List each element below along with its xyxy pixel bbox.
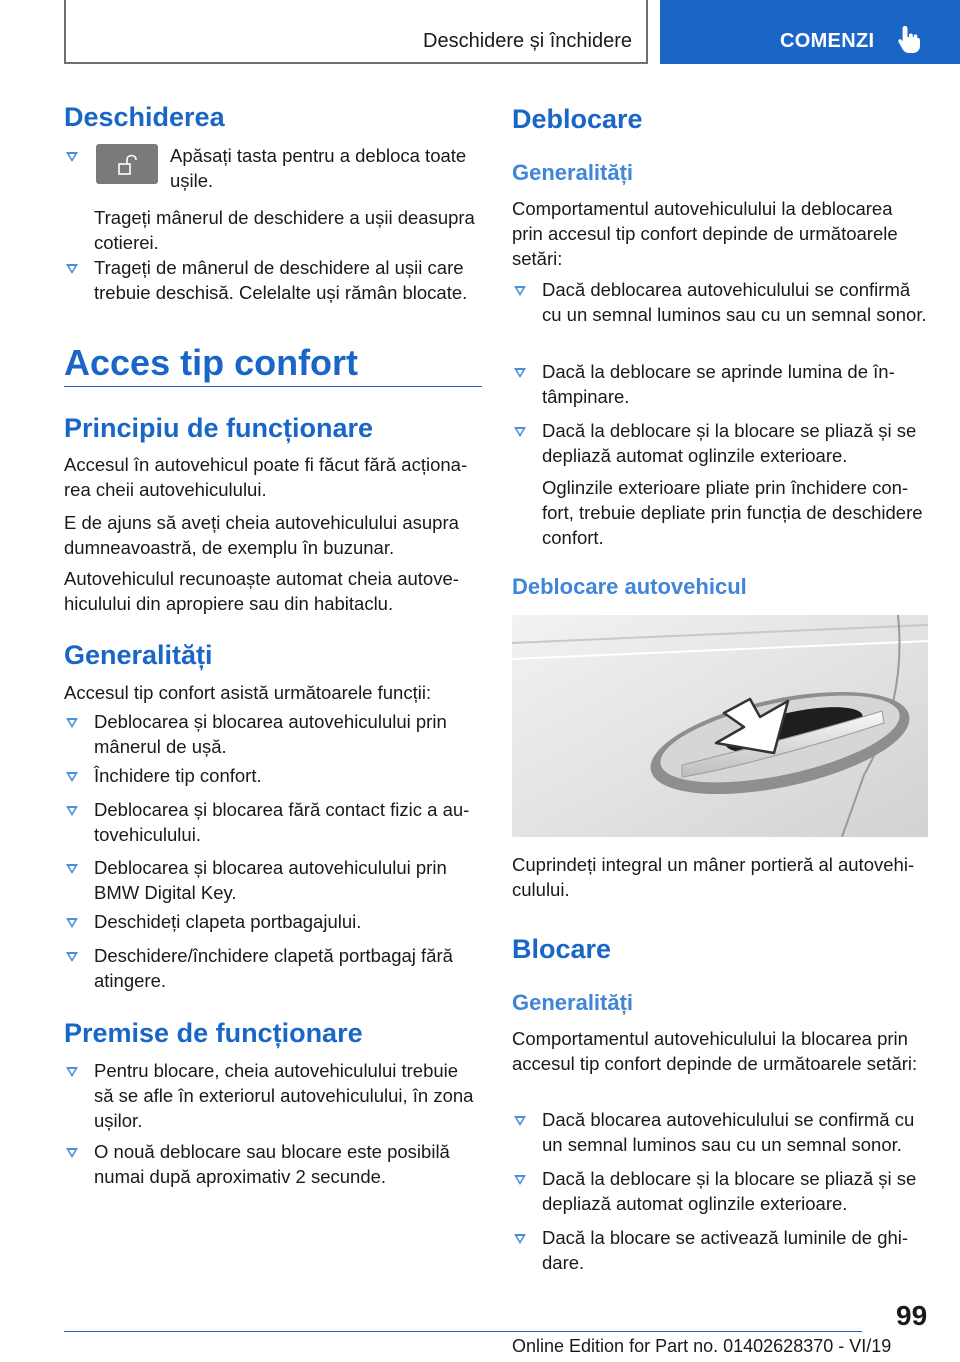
list-item: Deblocarea și blocarea autovehiculului prin mânerul de ușă. [94,711,447,757]
footer-edition: Online Edition for Part no. 01402628370 - VI/19 [512,1336,892,1356]
bullet-triangle-icon [66,264,78,274]
bullet-triangle-icon [66,918,78,928]
list-item: Dacă la blocare se activează luminile de ghidare. [542,1227,909,1273]
list-item: Deschidere/închidere clapetă portbagaj fără atingere. [94,945,453,991]
bullet-triangle-icon [66,864,78,874]
footer-divider [64,1331,862,1332]
paragraph: Accesul în autovehicul poate fi făcut fără acționarea cheii autovehiculului. [64,454,468,500]
pointing-hand-icon [896,24,922,54]
subheading-deblocare-autovehicul: Deblocare autovehicul [512,574,747,599]
list-item: Deschideți clapeta portbagajului. [94,911,362,932]
paragraph: Oglinzile exterioare pliate prin închidere confort, trebuie depliate prin funcția de deschidere confort. [542,477,923,548]
paragraph: Comportamentul autovehiculului la blocarea prin accesul tip confort depinde de următoarele setări: [512,1028,918,1074]
bullet-triangle-icon [66,952,78,962]
subheading-generalitati: Generalități [512,160,634,185]
list-item: Apăsați tasta pentru a debloca toate ușile. [170,145,467,191]
list-item: Dacă la deblocare și la blocare se pliază și se depliază automat oglinzile exterioare. [542,1168,917,1214]
list-item: Pentru blocare, cheia autovehiculului trebuie să se afle în exteriorul autovehiculului, în zona ușilor. [94,1060,474,1131]
bullet-triangle-icon [514,286,526,296]
heading-principiu: Principiu de funcționare [64,413,374,443]
bullet-triangle-icon [514,427,526,437]
header-section-title: Deschidere și închidere [423,30,632,52]
paragraph: Accesul tip confort asistă următoarele funcții: [64,682,432,703]
list-item: Dacă la deblocare și la blocare se pliază și se depliază automat oglinzile exterioare. [542,420,917,466]
bullet-triangle-icon [66,1148,78,1158]
list-item: Deblocarea și blocarea autovehiculului prin BMW Digital Key. [94,857,447,903]
bullet-triangle-icon [66,772,78,782]
heading-blocare: Blocare [512,934,612,964]
bullet-triangle-icon [66,718,78,728]
paragraph: Autovehiculul recunoaște automat cheia autovehiculului din apropiere sau din habitaclu. [64,568,459,614]
list-item: Deblocarea și blocarea fără contact fizic a autovehiculului. [94,799,470,845]
header-chapter-title: COMENZI [780,30,875,52]
bullet-triangle-icon [66,152,78,162]
heading-generalitati: Generalități [64,640,213,670]
header-chapter-tab[interactable] [660,0,960,64]
list-item: Dacă la deblocare se aprinde lumina de întâmpinare. [542,361,895,407]
list-item: Închidere tip confort. [94,765,262,786]
page-number: 99 [896,1300,928,1331]
paragraph: Comportamentul autovehiculului la deblocarea prin accesul tip confort depinde de următoarele setări: [512,198,898,269]
bullet-triangle-icon [514,1234,526,1244]
bullet-triangle-icon [514,1175,526,1185]
bullet-triangle-icon [66,806,78,816]
heading-premise: Premise de funcționare [64,1018,363,1048]
paragraph: Trageți mânerul de deschidere a ușii deasupra cotierei. [94,207,475,253]
unlock-button-icon [96,144,158,184]
bullet-triangle-icon [514,1116,526,1126]
paragraph: E de ajuns să aveți cheia autovehiculului asupra dumneavoastră, de exemplu în buzunar. [64,512,459,558]
door-handle-photo [512,615,928,837]
list-item: Trageți de mânerul de deschidere al ușii care trebuie deschisă. Celelalte uși rămân blocate. [94,257,468,303]
list-item: O nouă deblocare sau blocare este posibilă numai după aproximativ 2 secunde. [94,1141,450,1187]
photo-caption: Cuprindeți integral un mâner portieră al autovehiculului. [512,854,915,900]
heading-acces-tip-confort: Acces tip confort [64,342,359,383]
section-divider [64,386,482,387]
heading-deblocare: Deblocare [512,104,643,134]
list-item: Dacă deblocarea autovehiculului se confirmă cu un semnal luminos sau cu un semnal sonor. [542,279,927,325]
bullet-triangle-icon [66,1067,78,1077]
heading-deschiderea: Deschiderea [64,102,225,132]
bullet-triangle-icon [514,368,526,378]
list-item: Dacă blocarea autovehiculului se confirmă cu un semnal luminos sau cu un semnal sonor. [542,1109,915,1155]
header-section-box [64,0,648,64]
subheading-generalitati: Generalități [512,990,634,1015]
